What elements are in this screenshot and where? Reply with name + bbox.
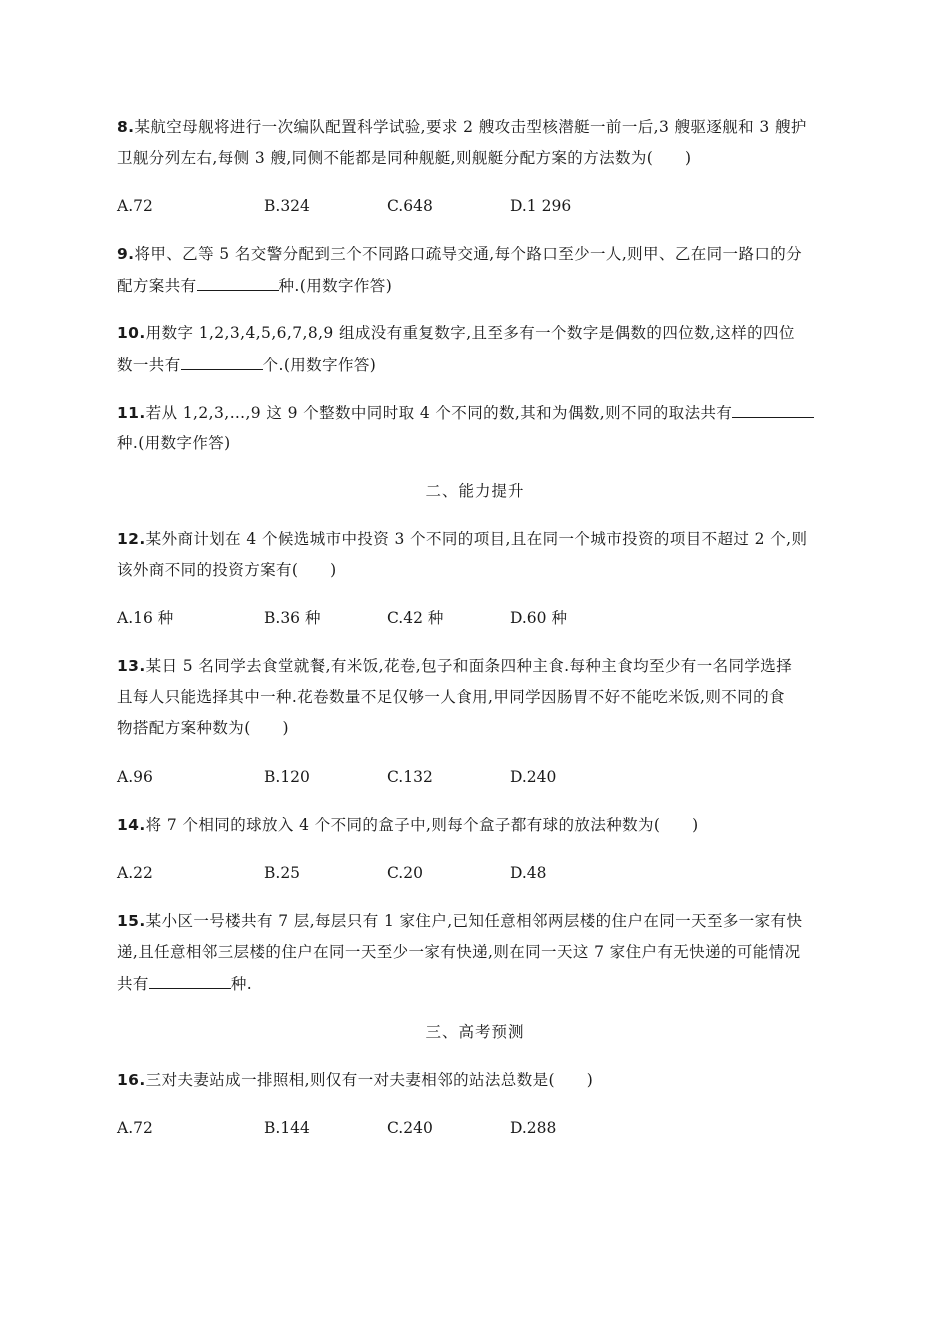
question-text: 数一共有 bbox=[117, 356, 181, 374]
question-number: 15. bbox=[117, 912, 146, 930]
question-text: 配方案共有 bbox=[117, 277, 197, 295]
answer-blank[interactable] bbox=[197, 274, 279, 291]
question-9-line-1 bbox=[117, 243, 802, 265]
question-number: 8. bbox=[117, 118, 135, 136]
option-c: C.132 bbox=[387, 768, 433, 786]
option-c: C.42 种 bbox=[387, 609, 444, 627]
question-number: 9. bbox=[117, 245, 135, 263]
answer-blank[interactable] bbox=[181, 353, 263, 370]
question-12-line-1 bbox=[117, 528, 807, 550]
question-text: 某日 5 名同学去食堂就餐,有米饭,花卷,包子和面条四种主食.每种主食均至少有一名同学选择 bbox=[145, 657, 793, 675]
question-number: 11. bbox=[117, 404, 146, 422]
question-12-line-2: 该外商不同的投资方案有( ) bbox=[117, 561, 337, 579]
section-heading-ability: 二、能力提升 bbox=[425, 482, 525, 500]
question-9-line-2 bbox=[117, 274, 392, 297]
question-10-line-2 bbox=[117, 353, 376, 376]
option-b: B.25 bbox=[264, 864, 301, 882]
option-d: D.1 296 bbox=[510, 197, 572, 215]
question-text: 某外商计划在 4 个候选城市中投资 3 个不同的项目,且在同一个城市投资的项目不超过 2 个,则 bbox=[145, 530, 808, 548]
question-15-line-1 bbox=[117, 910, 802, 932]
option-d: D.48 bbox=[510, 864, 547, 882]
question-15-line-3 bbox=[117, 972, 252, 995]
question-number: 13. bbox=[117, 657, 146, 675]
question-number: 10. bbox=[117, 324, 146, 342]
option-a: A.16 种 bbox=[117, 609, 174, 627]
question-8-line-2: 卫舰分列左右,每侧 3 艘,同侧不能都是同种舰艇,则舰艇分配方案的方法数为( ) bbox=[117, 149, 692, 167]
option-c: C.20 bbox=[387, 864, 423, 882]
question-text: 用数字 1,2,3,4,5,6,7,8,9 组成没有重复数字,且至多有一个数字是偶数的四位数,这样的四位 bbox=[145, 324, 795, 342]
question-15-line-2: 递,且任意相邻三层楼的住户在同一天至少一家有快递,则在同一天这 7 家住户有无快递的可能情况 bbox=[117, 943, 801, 961]
section-heading-exam-prediction: 三、高考预测 bbox=[425, 1023, 525, 1041]
question-text: 种. bbox=[230, 975, 253, 993]
option-c: C.240 bbox=[387, 1119, 433, 1137]
question-text: 三对夫妻站成一排照相,则仅有一对夫妻相邻的站法总数是( ) bbox=[145, 1071, 594, 1089]
question-number: 14. bbox=[117, 816, 146, 834]
question-13-line-2: 且每人只能选择其中一种.花卷数量不足仅够一人食用,甲同学因肠胃不好不能吃米饭,则不同的食 bbox=[117, 688, 785, 706]
question-text: 将 7 个相同的球放入 4 个不同的盒子中,则每个盒子都有球的放法种数为( ) bbox=[145, 816, 699, 834]
option-a: A.96 bbox=[117, 768, 153, 786]
question-13-line-3: 物搭配方案种数为( ) bbox=[117, 719, 289, 737]
question-14-line-1 bbox=[117, 814, 699, 836]
option-a: A.72 bbox=[117, 197, 153, 215]
option-b: B.36 种 bbox=[264, 609, 321, 627]
question-text: 共有 bbox=[117, 975, 149, 993]
question-16-line-1 bbox=[117, 1069, 593, 1091]
answer-blank[interactable] bbox=[732, 401, 814, 418]
question-10-line-1 bbox=[117, 322, 795, 344]
answer-blank[interactable] bbox=[149, 972, 231, 989]
question-text: 将甲、乙等 5 名交警分配到三个不同路口疏导交通,每个路口至少一人,则甲、乙在同一路口的分 bbox=[134, 245, 803, 263]
question-number: 12. bbox=[117, 530, 146, 548]
question-11-line-1 bbox=[117, 401, 814, 424]
question-text: 个.(用数字作答) bbox=[262, 356, 377, 374]
question-text: 种.(用数字作答) bbox=[278, 277, 393, 295]
option-a: A.22 bbox=[117, 864, 153, 882]
option-d: D.60 种 bbox=[510, 609, 567, 627]
option-a: A.72 bbox=[117, 1119, 153, 1137]
option-c: C.648 bbox=[387, 197, 433, 215]
option-b: B.120 bbox=[264, 768, 310, 786]
option-d: D.240 bbox=[510, 768, 557, 786]
question-text: 某航空母舰将进行一次编队配置科学试验,要求 2 艘攻击型核潜艇一前一后,3 艘驱逐舰和 3 艘护 bbox=[134, 118, 807, 136]
question-11-line-2: 种.(用数字作答) bbox=[117, 434, 231, 452]
option-d: D.288 bbox=[510, 1119, 557, 1137]
question-13-line-1 bbox=[117, 655, 792, 677]
question-number: 16. bbox=[117, 1071, 146, 1089]
question-8-line-1 bbox=[117, 116, 807, 138]
option-b: B.144 bbox=[264, 1119, 310, 1137]
question-text: 某小区一号楼共有 7 层,每层只有 1 家住户,已知任意相邻两层楼的住户在同一天至多一家有快 bbox=[145, 912, 803, 930]
question-text: 若从 1,2,3,…,9 这 9 个整数中同时取 4 个不同的数,其和为偶数,则不同的取法共有 bbox=[145, 404, 733, 422]
option-b: B.324 bbox=[264, 197, 310, 215]
